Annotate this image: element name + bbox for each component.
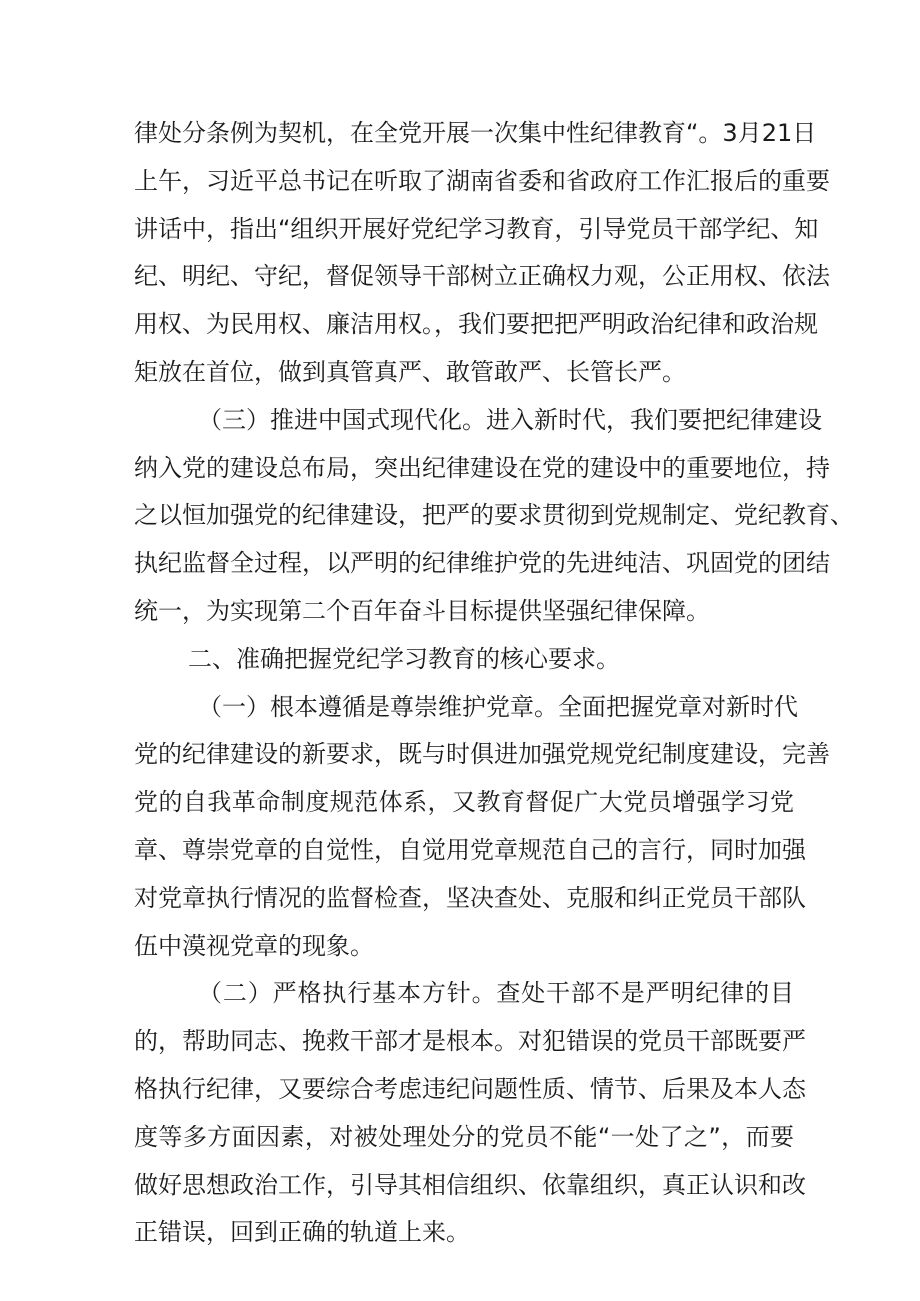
text-line: （一）根本遵循是尊崇维护党章。全面把握党章对新时代 [198, 692, 798, 721]
text-line: 律处分条例为契机，在全党开展一次集中性纪律教育“。3月21日 [134, 119, 817, 147]
document-body [134, 110, 854, 1257]
text-line: （三）推进中国式现代化。进入新时代，我们要把纪律建设 [198, 405, 822, 434]
text-line: 之以恒加强党的纪律建设，把严的要求贯彻到党规制定、党纪教育、 [134, 501, 854, 530]
text-line: 用权、为民用权、廉洁用权。，我们要把把严明政治纪律和政治规 [134, 310, 818, 339]
text-line: 做好思想政治工作，引导其相信组织、依靠组织，真正认识和改 [134, 1170, 806, 1199]
text-line: 正错误，回到正确的轨道上来。 [134, 1218, 470, 1247]
text-line: （二）严格执行基本方针。查处干部不是严明纪律的目 [198, 979, 794, 1008]
text-line: 党的纪律建设的新要求，既与时俱进加强党规党纪制度建设，完善 [134, 740, 830, 769]
text-line: 党的自我革命制度规范体系，又教育督促广大党员增强学习党 [134, 788, 794, 817]
text-line: 度等多方面因素，对被处理处分的党员不能“一处了之”，而要 [134, 1122, 794, 1151]
text-line: 上午，习近平总书记在听取了湖南省委和省政府工作汇报后的重要 [134, 166, 830, 195]
text-line: 矩放在首位，做到真管真严、敢管敢严、长管长严。 [134, 357, 686, 386]
text-line: 章、尊崇党章的自觉性，自觉用党章规范自己的言行，同时加强 [134, 835, 806, 864]
text-line: 纪、明纪、守纪，督促领导干部树立正确权力观，公正用权、依法 [134, 262, 830, 291]
text-line: 讲话中，指出“组织开展好党纪学习教育，引导党员干部学纪、知 [134, 214, 819, 243]
text-line: 对党章执行情况的监督检查，坚决查处、克服和纠正党员干部队 [134, 883, 806, 912]
text-line: 纳入党的建设总布局，突出纪律建设在党的建设中的重要地位，持 [134, 453, 830, 482]
text-line: 二、准确把握党纪学习教育的核心要求。 [188, 644, 620, 673]
text-line: 统一，为实现第二个百年奋斗目标提供坚强纪律保障。 [134, 596, 710, 625]
text-line: 执纪监督全过程，以严明的纪律维护党的先进纯洁、巩固党的团结 [134, 549, 830, 578]
text-line: 格执行纪律，又要综合考虑违纪问题性质、情节、后果及本人态 [134, 1074, 806, 1103]
text-line: 伍中漠视党章的现象。 [134, 931, 374, 960]
text-line: 的，帮助同志、挽救干部才是根本。对犯错误的党员干部既要严 [134, 1027, 806, 1056]
